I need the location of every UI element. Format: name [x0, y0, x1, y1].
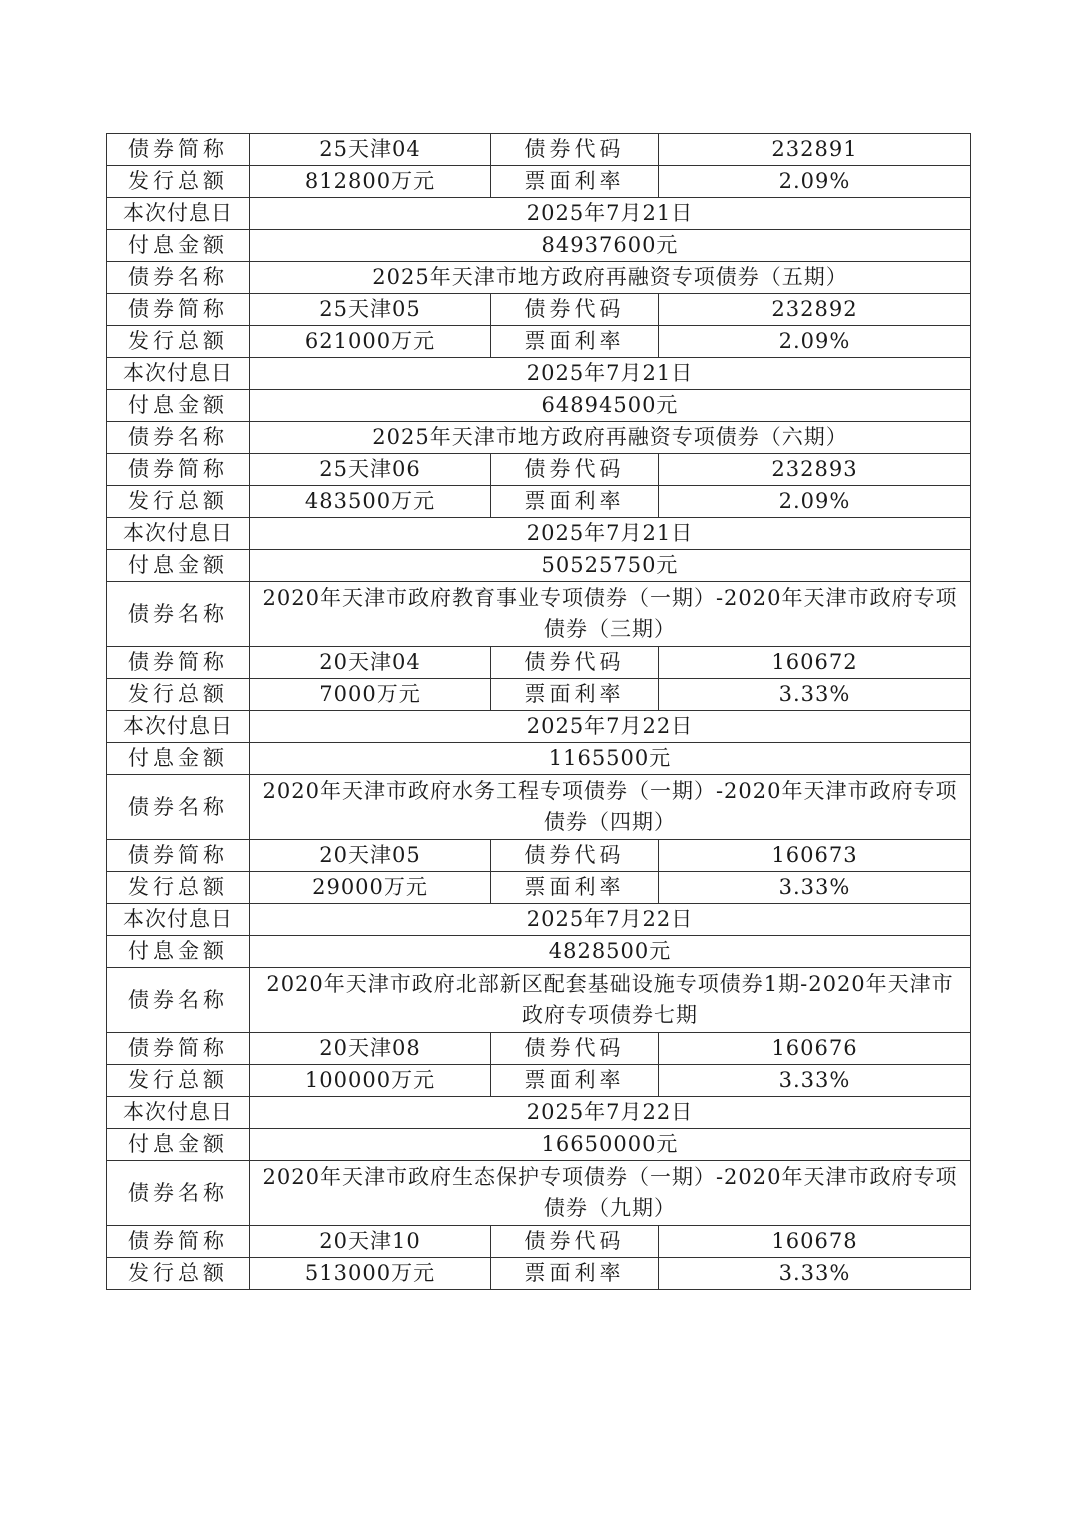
label-full-name: 债券名称	[107, 422, 250, 454]
label-coupon-rate: 票面利率	[491, 1258, 659, 1290]
code-value: 232893	[659, 454, 971, 486]
table-row	[107, 230, 971, 262]
code-value: 160676	[659, 1033, 971, 1065]
table-row	[107, 1065, 971, 1097]
issue-total-value: 100000万元	[250, 1065, 491, 1097]
label-code: 债券代码	[491, 294, 659, 326]
payment-date-value: 2025年7月22日	[250, 711, 971, 743]
table-row	[107, 1129, 971, 1161]
table-row	[107, 358, 971, 390]
full-name-value: 2020年天津市政府生态保护专项债券（一期）-2020年天津市政府专项债券（九期）	[250, 1161, 971, 1226]
label-code: 债券代码	[491, 1226, 659, 1258]
coupon-rate-value: 3.33%	[659, 679, 971, 711]
label-code: 债券代码	[491, 134, 659, 166]
label-code: 债券代码	[491, 647, 659, 679]
label-code: 债券代码	[491, 454, 659, 486]
label-payment-date: 本次付息日	[107, 711, 250, 743]
label-payment-date: 本次付息日	[107, 904, 250, 936]
short-name-value: 25天津05	[250, 294, 491, 326]
label-issue-total: 发行总额	[107, 1065, 250, 1097]
table-row	[107, 134, 971, 166]
bond-interest-table	[106, 133, 971, 1290]
coupon-rate-value: 2.09%	[659, 486, 971, 518]
label-short-name: 债券简称	[107, 294, 250, 326]
table-row	[107, 936, 971, 968]
payment-amount-value: 64894500元	[250, 390, 971, 422]
label-short-name: 债券简称	[107, 454, 250, 486]
label-full-name: 债券名称	[107, 1161, 250, 1226]
table-row	[107, 679, 971, 711]
table-row	[107, 647, 971, 679]
label-payment-amount: 付息金额	[107, 550, 250, 582]
label-code: 债券代码	[491, 1033, 659, 1065]
label-payment-date: 本次付息日	[107, 358, 250, 390]
label-full-name: 债券名称	[107, 582, 250, 647]
table-row	[107, 294, 971, 326]
label-issue-total: 发行总额	[107, 679, 250, 711]
table-row	[107, 390, 971, 422]
full-name-value: 2020年天津市政府水务工程专项债券（一期）-2020年天津市政府专项债券（四期）	[250, 775, 971, 840]
table-row	[107, 743, 971, 775]
payment-amount-value: 4828500元	[250, 936, 971, 968]
label-payment-date: 本次付息日	[107, 1097, 250, 1129]
table-row	[107, 872, 971, 904]
table-row	[107, 550, 971, 582]
table-row	[107, 775, 971, 840]
coupon-rate-value: 2.09%	[659, 166, 971, 198]
payment-amount-value: 16650000元	[250, 1129, 971, 1161]
table-row	[107, 422, 971, 454]
table-row	[107, 198, 971, 230]
payment-date-value: 2025年7月21日	[250, 518, 971, 550]
short-name-value: 25天津04	[250, 134, 491, 166]
label-issue-total: 发行总额	[107, 872, 250, 904]
label-payment-amount: 付息金额	[107, 390, 250, 422]
label-short-name: 债券简称	[107, 1226, 250, 1258]
issue-total-value: 513000万元	[250, 1258, 491, 1290]
label-full-name: 债券名称	[107, 775, 250, 840]
issue-total-value: 7000万元	[250, 679, 491, 711]
coupon-rate-value: 2.09%	[659, 326, 971, 358]
code-value: 160672	[659, 647, 971, 679]
label-coupon-rate: 票面利率	[491, 486, 659, 518]
label-payment-date: 本次付息日	[107, 198, 250, 230]
label-short-name: 债券简称	[107, 1033, 250, 1065]
coupon-rate-value: 3.33%	[659, 872, 971, 904]
payment-amount-value: 1165500元	[250, 743, 971, 775]
short-name-value: 20天津08	[250, 1033, 491, 1065]
label-short-name: 债券简称	[107, 134, 250, 166]
table-row	[107, 262, 971, 294]
table-row	[107, 904, 971, 936]
table-row	[107, 1226, 971, 1258]
short-name-value: 20天津04	[250, 647, 491, 679]
table-row	[107, 486, 971, 518]
code-value: 232892	[659, 294, 971, 326]
full-name-value: 2020年天津市政府北部新区配套基础设施专项债券1期-2020年天津市政府专项债券七期	[250, 968, 971, 1033]
table-row	[107, 711, 971, 743]
issue-total-value: 621000万元	[250, 326, 491, 358]
code-value: 160673	[659, 840, 971, 872]
label-payment-amount: 付息金额	[107, 936, 250, 968]
payment-date-value: 2025年7月22日	[250, 1097, 971, 1129]
issue-total-value: 812800万元	[250, 166, 491, 198]
issue-total-value: 483500万元	[250, 486, 491, 518]
label-payment-amount: 付息金额	[107, 743, 250, 775]
table-row	[107, 1033, 971, 1065]
full-name-value: 2020年天津市政府教育事业专项债券（一期）-2020年天津市政府专项债券（三期）	[250, 582, 971, 647]
label-full-name: 债券名称	[107, 262, 250, 294]
table-row	[107, 518, 971, 550]
short-name-value: 20天津05	[250, 840, 491, 872]
issue-total-value: 29000万元	[250, 872, 491, 904]
table-row	[107, 840, 971, 872]
label-coupon-rate: 票面利率	[491, 872, 659, 904]
label-issue-total: 发行总额	[107, 1258, 250, 1290]
table-row	[107, 1258, 971, 1290]
payment-amount-value: 50525750元	[250, 550, 971, 582]
table-row	[107, 166, 971, 198]
code-value: 232891	[659, 134, 971, 166]
coupon-rate-value: 3.33%	[659, 1258, 971, 1290]
label-issue-total: 发行总额	[107, 326, 250, 358]
payment-date-value: 2025年7月22日	[250, 904, 971, 936]
short-name-value: 20天津10	[250, 1226, 491, 1258]
label-issue-total: 发行总额	[107, 166, 250, 198]
label-code: 债券代码	[491, 840, 659, 872]
payment-date-value: 2025年7月21日	[250, 198, 971, 230]
label-coupon-rate: 票面利率	[491, 679, 659, 711]
label-payment-amount: 付息金额	[107, 1129, 250, 1161]
table-row	[107, 454, 971, 486]
payment-date-value: 2025年7月21日	[250, 358, 971, 390]
coupon-rate-value: 3.33%	[659, 1065, 971, 1097]
label-coupon-rate: 票面利率	[491, 1065, 659, 1097]
table-row	[107, 1097, 971, 1129]
table-row	[107, 326, 971, 358]
label-coupon-rate: 票面利率	[491, 326, 659, 358]
full-name-value: 2025年天津市地方政府再融资专项债券（六期）	[250, 422, 971, 454]
table-row	[107, 582, 971, 647]
label-short-name: 债券简称	[107, 840, 250, 872]
label-payment-amount: 付息金额	[107, 230, 250, 262]
label-full-name: 债券名称	[107, 968, 250, 1033]
payment-amount-value: 84937600元	[250, 230, 971, 262]
label-issue-total: 发行总额	[107, 486, 250, 518]
table-row	[107, 968, 971, 1033]
full-name-value: 2025年天津市地方政府再融资专项债券（五期）	[250, 262, 971, 294]
label-short-name: 债券简称	[107, 647, 250, 679]
table-row	[107, 1161, 971, 1226]
label-payment-date: 本次付息日	[107, 518, 250, 550]
short-name-value: 25天津06	[250, 454, 491, 486]
code-value: 160678	[659, 1226, 971, 1258]
label-coupon-rate: 票面利率	[491, 166, 659, 198]
